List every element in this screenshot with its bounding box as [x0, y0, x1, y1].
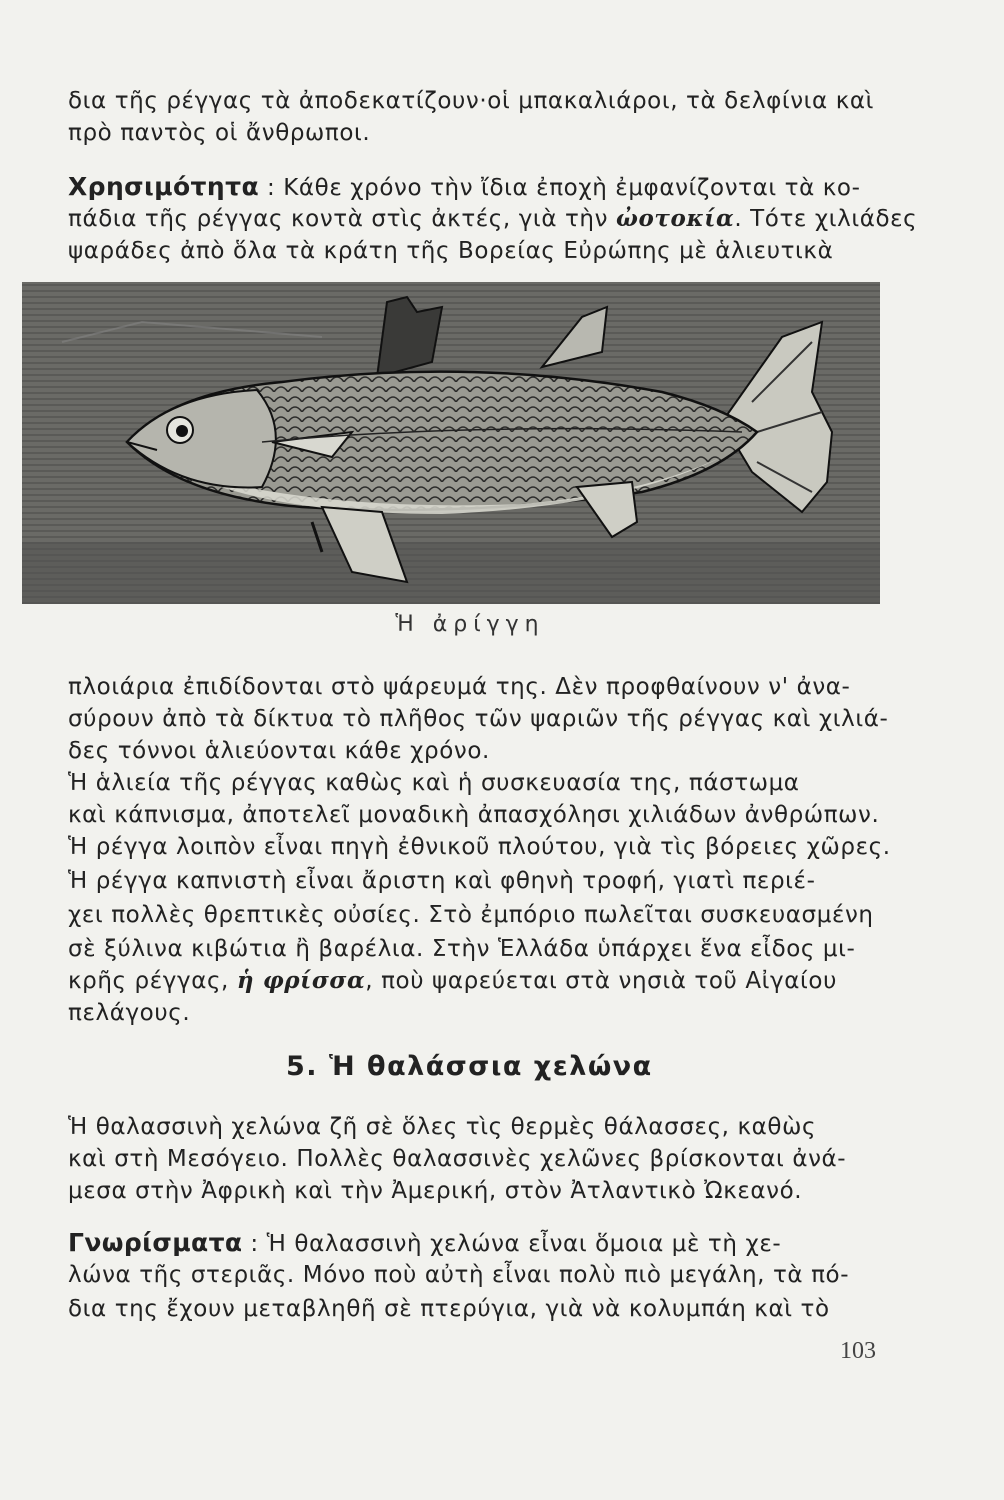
paragraph-line: πλοιάρια ἐπιδίδονται στὸ ψάρευμά της. Δὲν προφθαίνουν ν' ἀνα-	[68, 674, 851, 700]
paragraph-line: πρὸ παντὸς οἱ ἄνθρωποι.	[68, 120, 371, 146]
paragraph-line: πελάγους.	[68, 1000, 191, 1026]
small-herring-line	[68, 966, 888, 996]
paragraph-line: δια της ἔχουν μεταβληθῆ σὲ πτερύγια, γιὰ νὰ κολυμπάη καὶ τὸ	[68, 1296, 830, 1322]
paragraph-line: χει πολλὲς θρεπτικὲς οὐσίες. Στὸ ἐμπόριο πωλεῖται συσκευασμένη	[68, 902, 874, 928]
usefulness-line-2	[68, 204, 918, 234]
usefulness-text: : Κάθε χρόνο τὴν ἴδια ἐποχὴ ἐμφανίζονται τὰ κο-	[266, 175, 861, 201]
herring-illustration	[22, 282, 880, 604]
features-text: : Ἡ θαλασσινὴ χελώνα εἶναι ὅμοια μὲ τὴ χε-	[250, 1231, 782, 1257]
paragraph-line: μεσα στὴν Ἀφρικὴ καὶ τὴν Ἀμερική, στὸν Ἀτλαντικὸ Ὠκεανό.	[68, 1178, 803, 1204]
paragraph-line: Ἡ ρέγγα καπνιστὴ εἶναι ἄριστη καὶ φθηνὴ τροφή, γιατὶ περιέ-	[68, 868, 816, 894]
paragraph-line: Ἡ ἁλιεία τῆς ρέγγας καθὼς καὶ ἡ συσκευασία της, πάστωμα	[68, 770, 800, 796]
figure-caption: Ἡ ἀρίγγη	[395, 612, 545, 637]
section-title: 5. Ἡ θαλάσσια χελώνα	[286, 1051, 653, 1082]
usefulness-text: . Τότε χιλιάδες	[734, 206, 918, 232]
usefulness-line-1	[68, 172, 888, 203]
paragraph-text: , ποὺ ψαρεύεται στὰ νησιὰ τοῦ Αἰγαίου	[365, 968, 837, 994]
features-heading: Γνωρίσματα	[68, 1228, 243, 1257]
emphasized-term: ἡ φρίσσα	[236, 967, 366, 994]
usefulness-heading: Χρησιμότητα	[68, 172, 260, 201]
paragraph-line: καὶ στὴ Μεσόγειο. Πολλὲς θαλασσινὲς χελῶνες βρίσκονται ἀνά-	[68, 1146, 847, 1172]
paragraph-line: καὶ κάπνισμα, ἀποτελεῖ μοναδικὴ ἀπασχόλησι χιλιάδων ἀνθρώπων.	[68, 802, 880, 828]
paragraph-line: λώνα τῆς στεριᾶς. Μόνο ποὺ αὐτὴ εἶναι πολὺ πιὸ μεγάλη, τὰ πό-	[68, 1262, 850, 1288]
paragraph-line: σύρουν ἀπὸ τὰ δίκτυα τὸ πλῆθος τῶν ψαριῶν τῆς ρέγγας καὶ χιλιά-	[68, 706, 889, 732]
usefulness-text: πάδια τῆς ρέγγας κοντὰ στὶς ἀκτές, γιὰ τὴν	[68, 206, 616, 232]
paragraph-line: σὲ ξύλινα κιβώτια ἢ βαρέλια. Στὴν Ἑλλάδα ὑπάρχει ἕνα εἶδος μι-	[68, 936, 856, 962]
paragraph-line: δες τόννοι ἁλιεύονται κάθε χρόνο.	[68, 738, 490, 764]
paragraph-line: ψαράδες ἀπὸ ὅλα τὰ κράτη τῆς Βορείας Εὐρώπης μὲ ἁλιευτικὰ	[68, 238, 834, 264]
paragraph-line: Ἡ θαλασσινὴ χελώνα ζῆ σὲ ὅλες τὶς θερμὲς θάλασσες, καθὼς	[68, 1114, 817, 1140]
paragraph-line: δια τῆς ρέγγας τὰ ἀποδεκατίζουν·οἱ μπακαλιάροι, τὰ δελφίνια καὶ	[68, 88, 875, 114]
paragraph-text: κρῆς ρέγγας,	[68, 968, 237, 994]
page-number: 103	[840, 1338, 876, 1364]
emphasized-term: ὠοτοκία	[615, 205, 735, 232]
paragraph-line: Ἡ ρέγγα λοιπὸν εἶναι πηγὴ ἐθνικοῦ πλούτου, γιὰ τὶς βόρειες χῶρες.	[68, 834, 891, 860]
fish-drawing	[22, 282, 880, 604]
features-line-1	[68, 1228, 888, 1259]
